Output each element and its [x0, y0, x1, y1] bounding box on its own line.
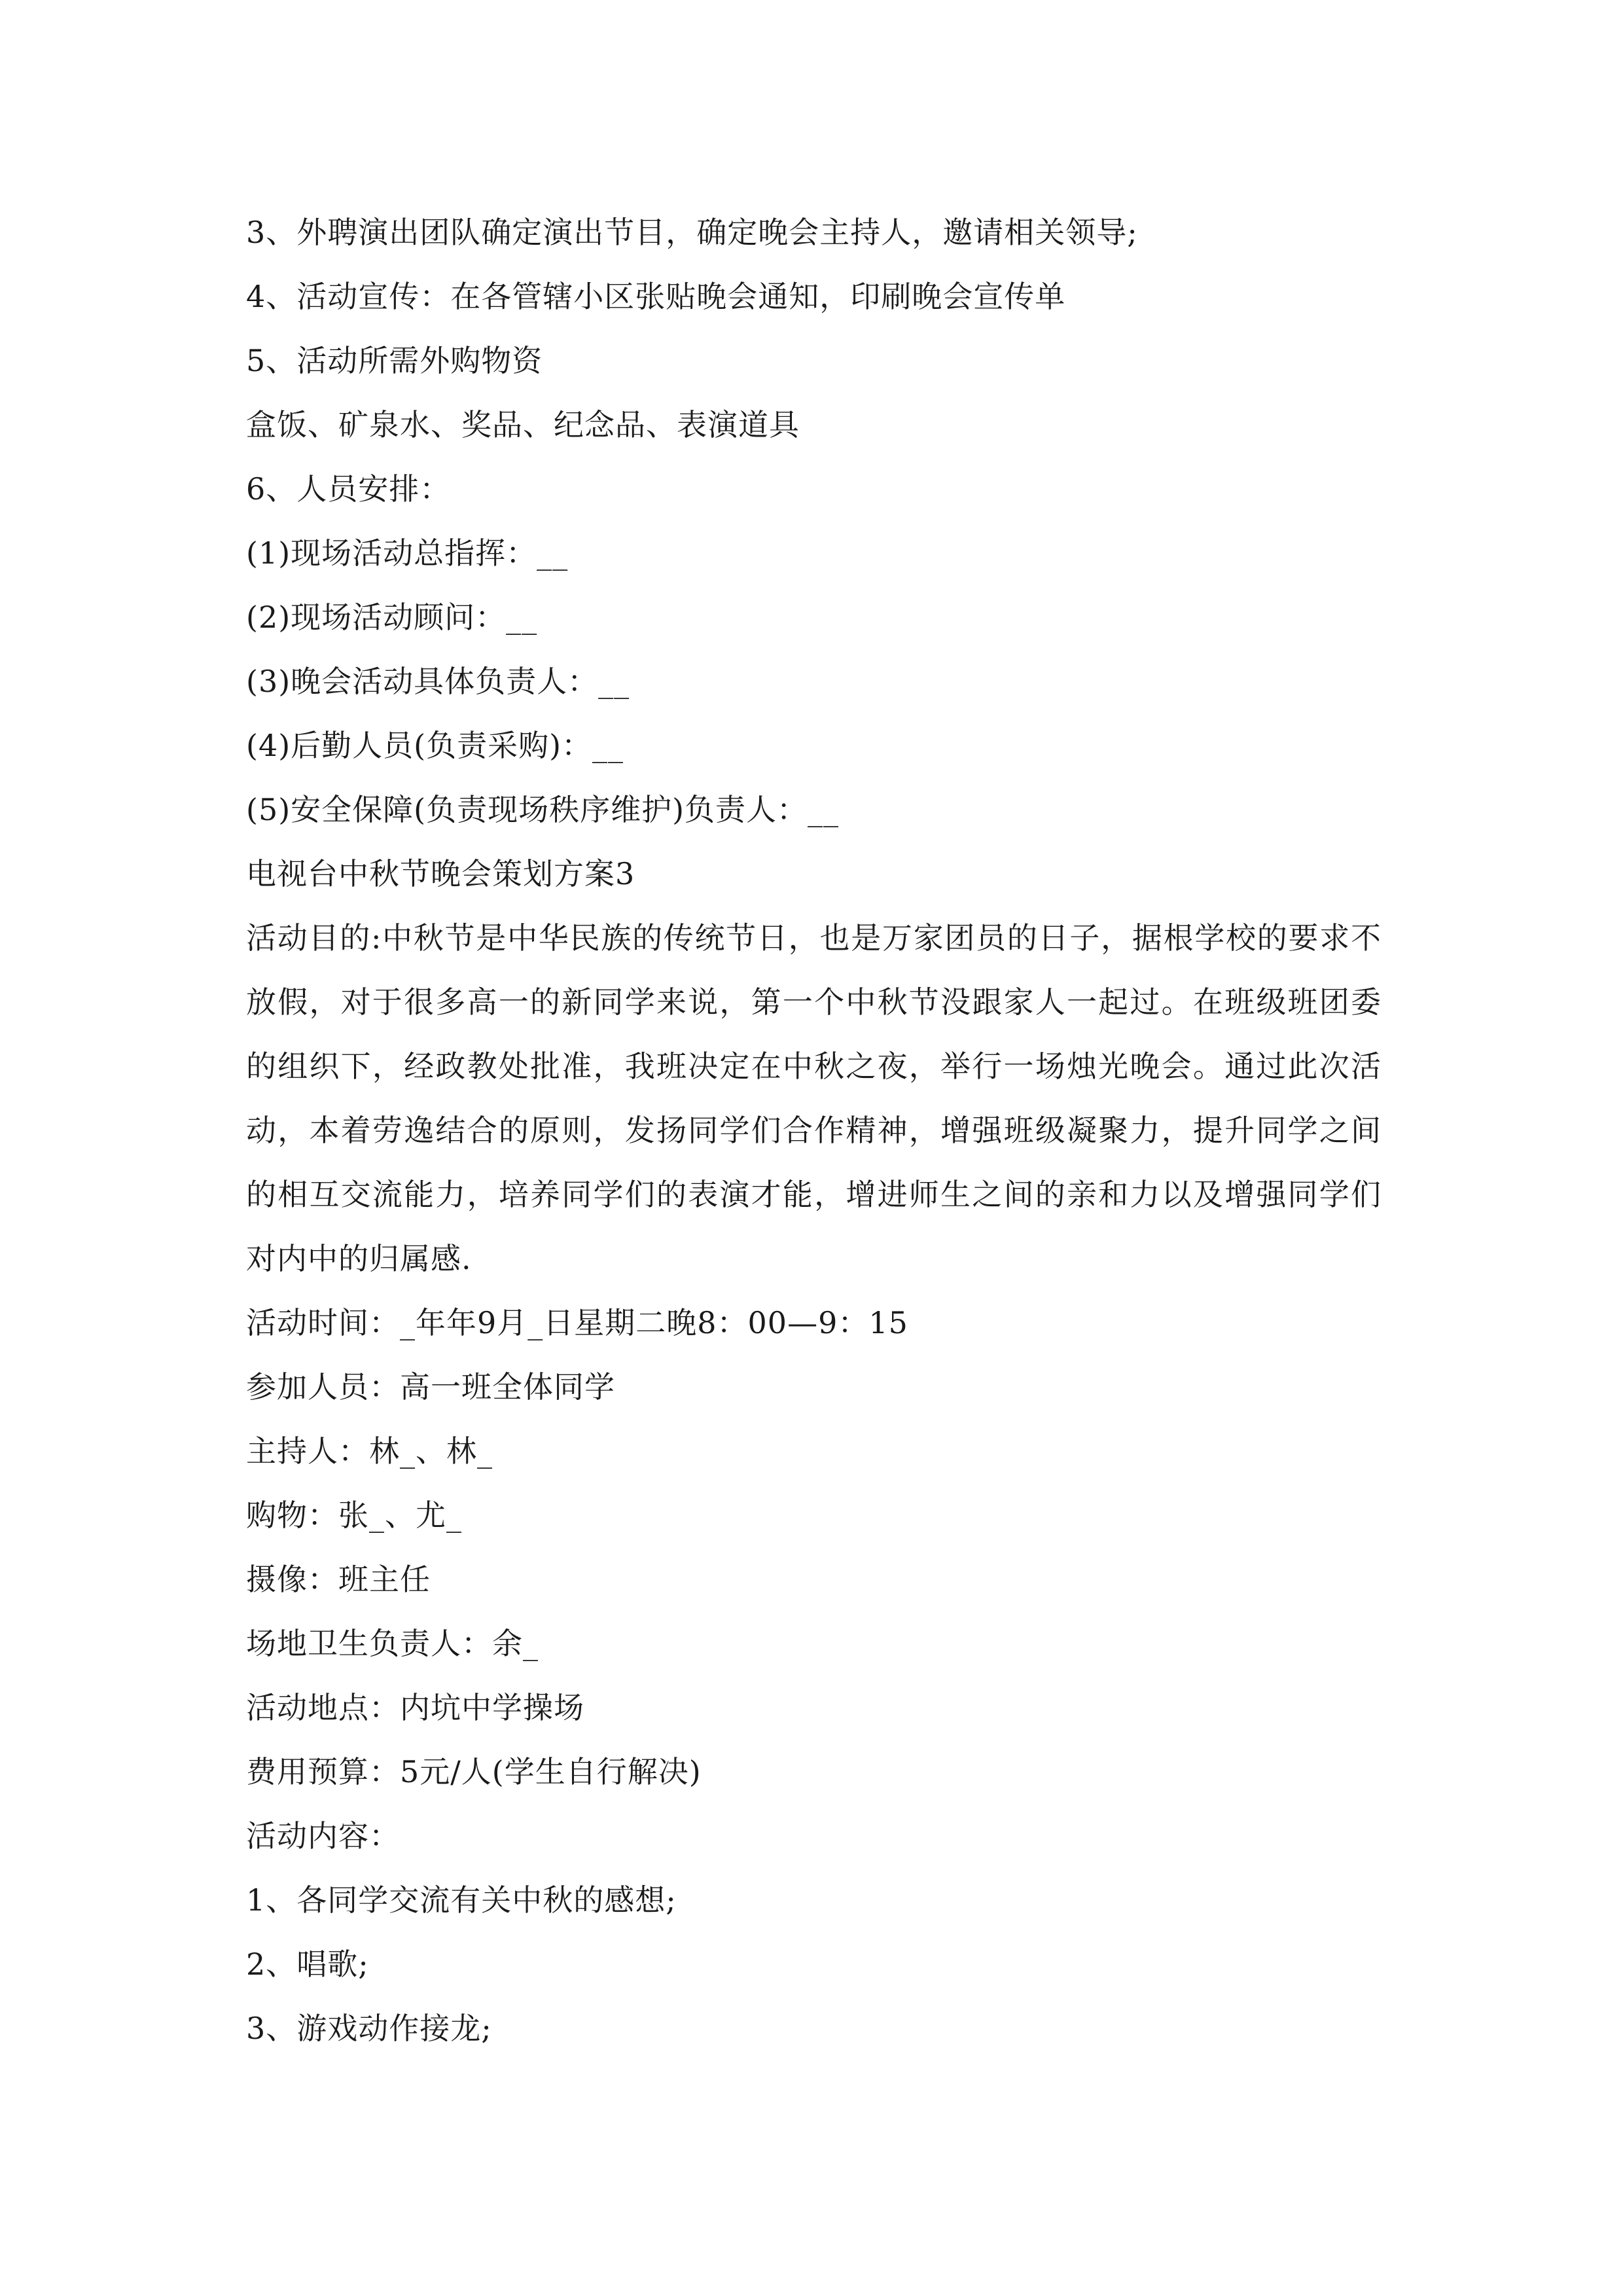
- text-line: (2)现场活动顾问：__: [246, 600, 538, 635]
- text-line: 摄像：班主任: [246, 1562, 431, 1597]
- text-line: 3、外聘演出团队确定演出节目，确定晚会主持人，邀请相关领导;: [246, 215, 1138, 250]
- text-line: (3)晚会活动具体负责人：__: [246, 664, 630, 699]
- text-line: 3、游戏动作接龙;: [246, 2011, 492, 2046]
- text-line: 4、活动宣传：在各管辖小区张贴晚会通知，印刷晚会宣传单: [246, 279, 1066, 314]
- text-line: (1)现场活动总指挥：__: [246, 535, 569, 571]
- text-line: 购物：张_、尤_: [246, 1498, 462, 1533]
- text-line: 盒饭、矿泉水、奖品、纪念品、表演道具: [246, 407, 800, 442]
- document-body: [246, 200, 1382, 2060]
- section-title: 电视台中秋节晚会策划方案3: [246, 856, 635, 891]
- purpose-paragraph: 活动目的:中秋节是中华民族的传统节日，也是万家团员的日子，据根学校的要求不放假，对于很多高一的新同学来说，第一个中秋节没跟家人一起过。在班级班团委的组织下，经政教处批准，我班决定在中秋之夜，举行一场烛光晚会。通过此次活动，本着劳逸结合的原则，发扬同学们合作精神，增强班级凝聚力，提升同学之间的相互交流能力，培养同学们的表演才能，增进师生之间的亲和力以及增强同学们对内中的归属感.: [246, 920, 1382, 1276]
- text-line: 2、唱歌;: [246, 1946, 369, 1982]
- text-line: 活动内容：: [246, 1818, 400, 1854]
- text-line: 费用预算：5元/人(学生自行解决): [246, 1754, 702, 1789]
- text-line: (4)后勤人员(负责采购)：__: [246, 728, 624, 763]
- text-line: 1、各同学交流有关中秋的感想;: [246, 1882, 677, 1918]
- text-line: 参加人员：高一班全体同学: [246, 1369, 615, 1405]
- text-line: 主持人：林_、林_: [246, 1433, 493, 1469]
- text-line: 活动地点：内坑中学操场: [246, 1690, 584, 1725]
- text-line: 5、活动所需外购物资: [246, 343, 543, 378]
- text-line: 6、人员安排：: [246, 471, 451, 507]
- text-line: 活动时间：_年年9月_日星期二晚8：00—9：15: [246, 1305, 908, 1340]
- text-line: 场地卫生负责人：余_: [246, 1626, 539, 1661]
- text-line: (5)安全保障(负责现场秩序维护)负责人：__: [246, 792, 840, 827]
